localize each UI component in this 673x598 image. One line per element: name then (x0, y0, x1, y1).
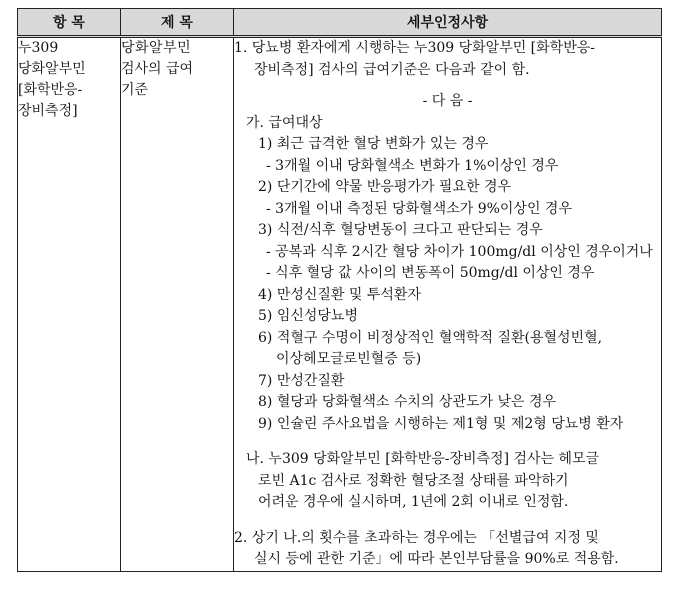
criterion-8: 8) 혈당과 당화혈색소 수치의 상관도가 낮은 경우 (258, 394, 557, 410)
criteria-table (17, 8, 662, 572)
section-2: 2. 상기 나.의 횟수를 초과하는 경우에는 「선별급여 지정 및 (234, 529, 599, 546)
table-row (18, 37, 662, 572)
criterion-6: 6) 적혈구 수명이 비정상적인 혈액학적 질환(용혈성빈혈, (258, 329, 603, 346)
criterion-6-cont: 이상헤모글로빈혈증 등) (276, 351, 422, 367)
header-details: 세부인정사항 (234, 9, 662, 37)
intro-line: 장비측정] 검사의 급여기준은 다음과 같이 함. (254, 61, 530, 78)
header-item: 항 목 (18, 9, 121, 37)
criterion-3-detail: - 공복과 식후 2시간 혈당 차이가 100mg/dl 이상인 경우이거나 (266, 243, 653, 260)
title-line: 검사의 급여 (121, 61, 194, 77)
item-cell (18, 37, 121, 572)
criterion-3: 3) 식전/식후 혈당변동이 크다고 판단되는 경우 (258, 222, 543, 238)
criterion-1: 1) 최근 급격한 혈당 변화가 있는 경우 (258, 136, 489, 152)
section-ga-title: 가. 급여대상 (246, 114, 323, 131)
criterion-4: 4) 만성신질환 및 투석환자 (258, 286, 421, 303)
criterion-5: 5) 임신성당뇨병 (258, 308, 358, 324)
intro-line: 1. 당뇨병 환자에게 시행하는 누309 당화알부민 [화학반응- (234, 40, 595, 56)
criterion-2: 2) 단기간에 약물 반응평가가 필요한 경우 (258, 179, 512, 195)
title-line: 기준 (121, 82, 149, 98)
details-cell (234, 37, 662, 572)
header-title: 제 목 (121, 9, 234, 37)
criterion-2-detail: - 3개월 이내 측정된 당화혈색소가 9%이상인 경우 (266, 200, 572, 217)
item-line: 당화알부민 (18, 61, 86, 77)
criterion-9: 9) 인슐린 주사요법을 시행하는 제1형 및 제2형 당뇨병 환자 (258, 415, 624, 432)
criterion-7: 7) 만성간질환 (258, 372, 345, 389)
criterion-1-detail: - 3개월 이내 당화혈색소 변화가 1%이상인 경우 (266, 157, 559, 174)
item-line: 누309 (18, 40, 59, 56)
title-cell (121, 37, 234, 572)
section-2-cont: 실시 등에 관한 기준」에 따라 본인부담률을 90%로 적용함. (254, 551, 619, 567)
title-line: 당화알부민 (121, 40, 192, 56)
section-na-cont: 어려운 경우에 실시하며, 1년에 2회 이내로 인정함. (258, 494, 569, 510)
item-line: [화학반응- (18, 82, 83, 98)
item-line: 장비측정] (18, 103, 78, 119)
header-row (18, 9, 662, 37)
criterion-3-detail: - 식후 혈당 값 사이의 변동폭이 50mg/dl 이상인 경우 (266, 265, 595, 281)
section-na-cont: 로빈 A1c 검사로 정확한 혈당조절 상태를 파악하기 (258, 472, 569, 489)
section-na: 나. 누309 당화알부민 [화학반응-장비측정] 검사는 헤모글 (246, 451, 600, 467)
dagum-label: - 다 음 - (422, 93, 473, 109)
